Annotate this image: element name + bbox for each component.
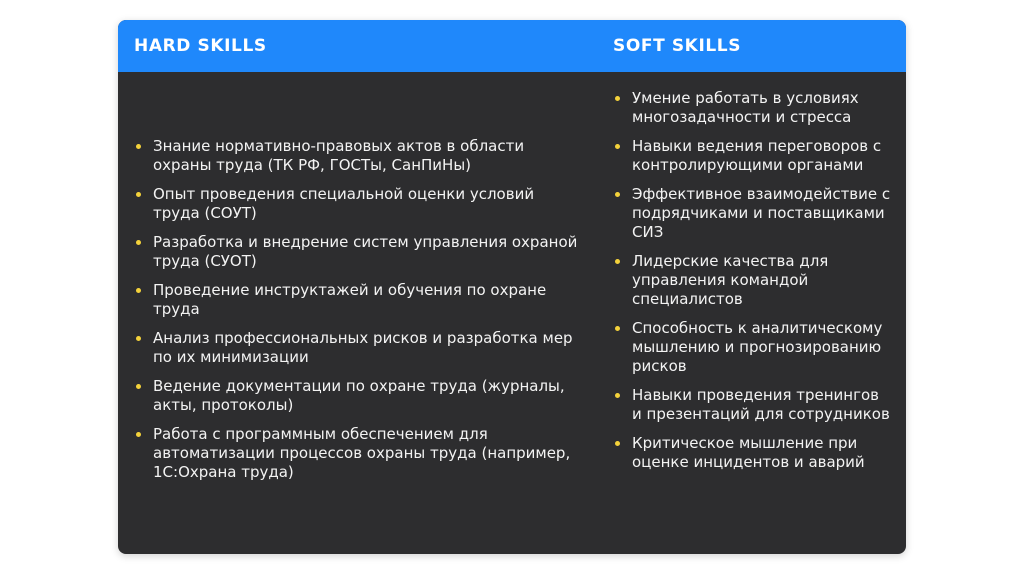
bullet-icon (136, 432, 141, 437)
soft-skill-text: Навыки проведения тренингов и презентаций для сотрудников (632, 386, 890, 423)
bullet-icon (136, 240, 141, 245)
soft-skills-list (613, 89, 893, 482)
list-item (613, 386, 893, 424)
bullet-icon (136, 288, 141, 293)
hard-skill-text: Разработка и внедрение систем управления охраной труда (СУОТ) (153, 233, 578, 270)
list-item (613, 319, 893, 376)
bullet-icon (615, 96, 620, 101)
list-item (613, 185, 893, 242)
list-item (613, 89, 893, 127)
soft-skill-text: Критическое мышление при оценке инцидентов и аварий (632, 434, 865, 471)
hard-skill-text: Проведение инструктажей и обучения по охране труда (153, 281, 547, 318)
list-item (134, 185, 582, 223)
bullet-icon (136, 192, 141, 197)
hard-skills-list (134, 137, 582, 492)
hard-skill-text: Работа с программным обеспечением для автоматизации процессов охраны труда (например, 1С:Охрана труда) (153, 425, 571, 481)
bullet-icon (615, 192, 620, 197)
list-item (134, 377, 582, 415)
hard-skill-text: Ведение документации по охране труда (журналы, акты, протоколы) (153, 377, 565, 414)
bullet-icon (615, 326, 620, 331)
bullet-icon (615, 441, 620, 446)
list-item (134, 281, 582, 319)
list-item (134, 137, 582, 175)
bullet-icon (136, 336, 141, 341)
skills-table (118, 20, 906, 554)
list-item (134, 329, 582, 367)
bullet-icon (136, 144, 141, 149)
soft-skill-text: Способность к аналитическому мышлению и прогнозированию рисков (632, 319, 883, 375)
list-item (134, 425, 582, 482)
bullet-icon (615, 259, 620, 264)
soft-skills-title: SOFT SKILLS (613, 36, 742, 56)
bullet-icon (136, 384, 141, 389)
hard-skill-text: Анализ профессиональных рисков и разработка мер по их минимизации (153, 329, 573, 366)
soft-skill-text: Навыки ведения переговоров с контролирующими органами (632, 137, 882, 174)
list-item (613, 252, 893, 309)
soft-skill-text: Эффективное взаимодействие с подрядчиками и поставщиками СИЗ (632, 185, 891, 241)
hard-skill-text: Опыт проведения специальной оценки условий труда (СОУТ) (153, 185, 535, 222)
list-item (134, 233, 582, 271)
soft-skill-text: Лидерские качества для управления командой специалистов (632, 252, 829, 308)
hard-skill-text: Знание нормативно-правовых актов в области охраны труда (ТК РФ, ГОСТы, СанПиНы) (153, 137, 525, 174)
table-header (118, 20, 906, 72)
hard-skills-title: HARD SKILLS (134, 36, 267, 56)
list-item (613, 434, 893, 472)
list-item (613, 137, 893, 175)
bullet-icon (615, 144, 620, 149)
bullet-icon (615, 393, 620, 398)
soft-skill-text: Умение работать в условиях многозадачности и стресса (632, 89, 859, 126)
